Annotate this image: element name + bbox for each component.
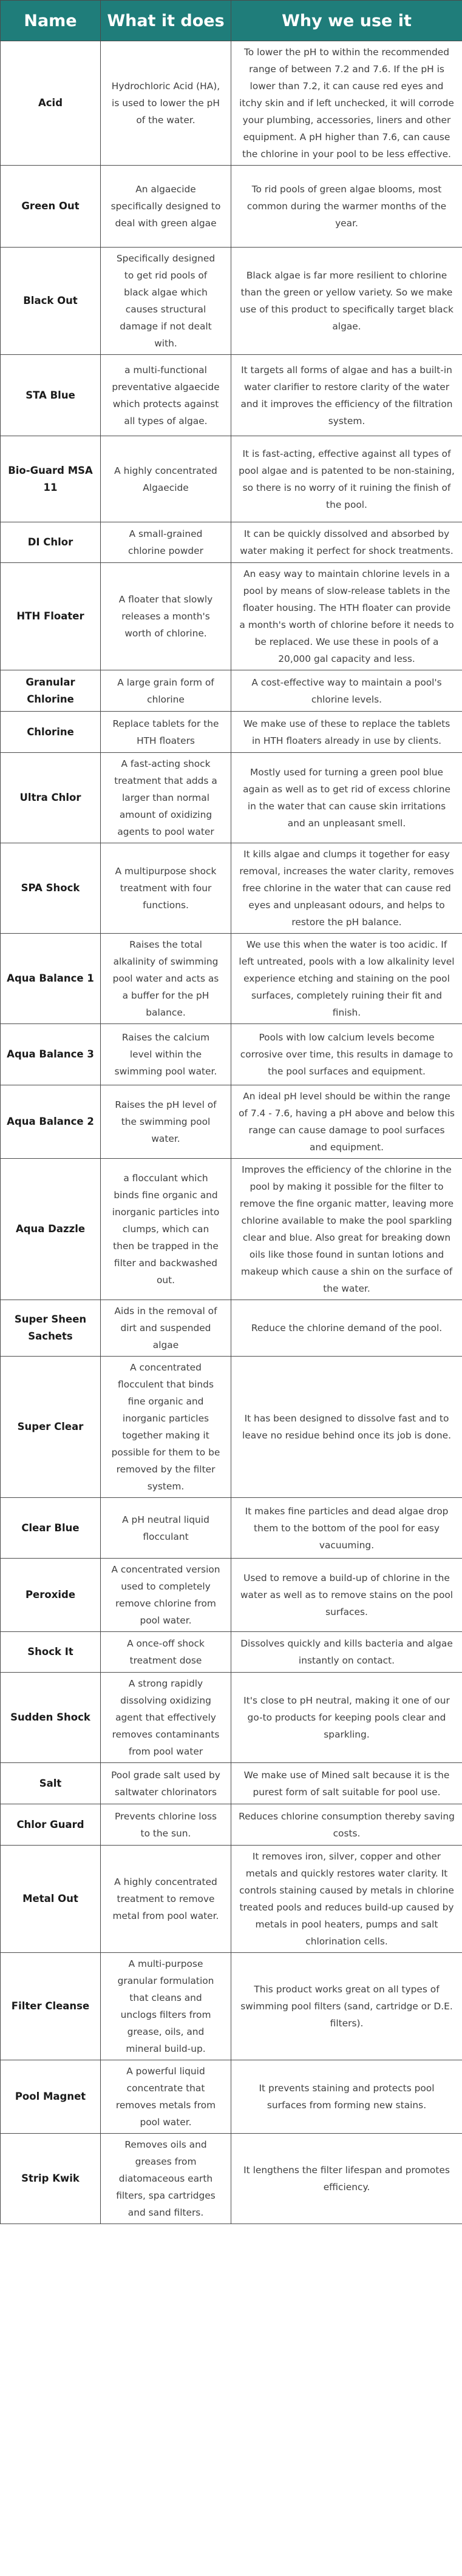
why-we-use-it-cell: Reduces chlorine consumption thereby saving costs.: [231, 1804, 462, 1846]
table-row: [1, 1159, 462, 1300]
table-row: [1, 843, 462, 934]
why-we-use-it-cell: We use this when the water is too acidic. If left untreated, pools with a low alkalinity level experience etching and staining on the pool surfaces, completely ruining their fit and finish.: [231, 934, 462, 1024]
product-name-cell: Chlorine: [1, 712, 101, 753]
table-row: [1, 522, 462, 563]
table-row: [1, 563, 462, 670]
what-it-does-cell: Specifically designed to get rid pools of black algae which causes structural damage if not dealt with.: [101, 248, 231, 355]
product-name-cell: Granular Chlorine: [1, 670, 101, 712]
table-row: [1, 1085, 462, 1159]
product-name-cell: Green Out: [1, 166, 101, 248]
why-we-use-it-cell: An easy way to maintain chlorine levels in a pool by means of slow-release tablets in the floater housing. The HTH floater can provide a month's worth of chlorine before it needs to be replaced. We use these in pools of a 20,000 gal capacity and less.: [231, 563, 462, 670]
what-it-does-cell: Pool grade salt used by saltwater chlorinators: [101, 1763, 231, 1804]
product-name-cell: Shock It: [1, 1632, 101, 1673]
table-row: [1, 670, 462, 712]
why-we-use-it-cell: To rid pools of green algae blooms, most common during the warmer months of the year.: [231, 166, 462, 248]
product-name-cell: Aqua Balance 1: [1, 934, 101, 1024]
header-name: Name: [1, 1, 101, 41]
why-we-use-it-cell: It lengthens the filter lifespan and promotes efficiency.: [231, 2134, 462, 2224]
why-we-use-it-cell: Pools with low calcium levels become corrosive over time, this results in damage to the pool surfaces and equipment.: [231, 1024, 462, 1085]
product-name-cell: Acid: [1, 41, 101, 166]
what-it-does-cell: Removes oils and greases from diatomaceous earth filters, spa cartridges and sand filters.: [101, 2134, 231, 2224]
what-it-does-cell: A multipurpose shock treatment with four functions.: [101, 843, 231, 934]
product-name-cell: HTH Floater: [1, 563, 101, 670]
what-it-does-cell: A highly concentrated Algaecide: [101, 436, 231, 522]
table-row: [1, 2134, 462, 2224]
what-it-does-cell: A pH neutral liquid flocculant: [101, 1498, 231, 1559]
product-name-cell: Filter Cleanse: [1, 1953, 101, 2060]
table-row: [1, 1804, 462, 1846]
why-we-use-it-cell: It kills algae and clumps it together for easy removal, increases the water clarity, removes free chlorine in the water that can cause red eyes and unpleasant odours, and helps to restore the pH balance.: [231, 843, 462, 934]
product-name-cell: Salt: [1, 1763, 101, 1804]
what-it-does-cell: A large grain form of chlorine: [101, 670, 231, 712]
what-it-does-cell: Prevents chlorine loss to the sun.: [101, 1804, 231, 1846]
what-it-does-cell: a multi-functional preventative algaecide which protects against all types of algae.: [101, 355, 231, 436]
what-it-does-cell: Replace tablets for the HTH floaters: [101, 712, 231, 753]
table-row: [1, 248, 462, 355]
table-row: [1, 2060, 462, 2134]
what-it-does-cell: A once-off shock treatment dose: [101, 1632, 231, 1673]
table-row: [1, 1024, 462, 1085]
what-it-does-cell: Hydrochloric Acid (HA), is used to lower the pH of the water.: [101, 41, 231, 166]
product-name-cell: Chlor Guard: [1, 1804, 101, 1846]
table-row: [1, 355, 462, 436]
table-row: [1, 753, 462, 843]
what-it-does-cell: A concentrated flocculent that binds fine organic and inorganic particles together making it possible for them to be removed by the filter system.: [101, 1357, 231, 1498]
table-row: [1, 166, 462, 248]
why-we-use-it-cell: This product works great on all types of swimming pool filters (sand, cartridge or D.E. filters).: [231, 1953, 462, 2060]
why-we-use-it-cell: We make use of Mined salt because it is the purest form of salt suitable for pool use.: [231, 1763, 462, 1804]
table-row: [1, 1357, 462, 1498]
why-we-use-it-cell: To lower the pH to within the recommended range of between 7.2 and 7.6. If the pH is lower than 7.2, it can cause red eyes and itchy skin and if left unchecked, it will corrode your plumbing, accessories, liners and other equipment. A pH higher than 7.6, can cause the chlorine in your pool to be less effective.: [231, 41, 462, 166]
table-row: [1, 1498, 462, 1559]
why-we-use-it-cell: It's close to pH neutral, making it one of our go-to products for keeping pools clear and sparkling.: [231, 1673, 462, 1763]
product-name-cell: Clear Blue: [1, 1498, 101, 1559]
table-row: [1, 436, 462, 522]
why-we-use-it-cell: Used to remove a build-up of chlorine in the water as well as to remove stains on the pool surfaces.: [231, 1559, 462, 1632]
why-we-use-it-cell: It is fast-acting, effective against all types of pool algae and is patented to be non-staining, so there is no worry of it ruining the finish of the pool.: [231, 436, 462, 522]
table-row: [1, 1763, 462, 1804]
product-name-cell: Ultra Chlor: [1, 753, 101, 843]
product-name-cell: Black Out: [1, 248, 101, 355]
why-we-use-it-cell: It makes fine particles and dead algae drop them to the bottom of the pool for easy vacuuming.: [231, 1498, 462, 1559]
why-we-use-it-cell: Mostly used for turning a green pool blue again as well as to get rid of excess chlorine in the water that can cause skin irritations and an unpleasant smell.: [231, 753, 462, 843]
product-name-cell: STA Blue: [1, 355, 101, 436]
why-we-use-it-cell: Dissolves quickly and kills bacteria and algae instantly on contact.: [231, 1632, 462, 1673]
what-it-does-cell: Raises the total alkalinity of swimming pool water and acts as a buffer for the pH balance.: [101, 934, 231, 1024]
product-name-cell: DI Chlor: [1, 522, 101, 563]
what-it-does-cell: A powerful liquid concentrate that removes metals from pool water.: [101, 2060, 231, 2134]
what-it-does-cell: Aids in the removal of dirt and suspended algae: [101, 1300, 231, 1357]
what-it-does-cell: Raises the calcium level within the swimming pool water.: [101, 1024, 231, 1085]
why-we-use-it-cell: Black algae is far more resilient to chlorine than the green or yellow variety. So we make use of this product to specifically target black algae.: [231, 248, 462, 355]
table-row: [1, 1846, 462, 1953]
why-we-use-it-cell: An ideal pH level should be within the range of 7.4 - 7.6, having a pH above and below this range can cause damage to pool surfaces and equipment.: [231, 1085, 462, 1159]
product-name-cell: Metal Out: [1, 1846, 101, 1953]
what-it-does-cell: A strong rapidly dissolving oxidizing agent that effectively removes contaminants from pool water: [101, 1673, 231, 1763]
table-body: [1, 41, 462, 2224]
what-it-does-cell: A floater that slowly releases a month's worth of chlorine.: [101, 563, 231, 670]
product-name-cell: Super Clear: [1, 1357, 101, 1498]
table-row: [1, 1632, 462, 1673]
product-name-cell: Pool Magnet: [1, 2060, 101, 2134]
why-we-use-it-cell: A cost-effective way to maintain a pool's chlorine levels.: [231, 670, 462, 712]
what-it-does-cell: A small-grained chlorine powder: [101, 522, 231, 563]
product-name-cell: Bio-Guard MSA 11: [1, 436, 101, 522]
table-row: [1, 1300, 462, 1357]
product-name-cell: Strip Kwik: [1, 2134, 101, 2224]
why-we-use-it-cell: We make use of these to replace the tablets in HTH floaters already in use by clients.: [231, 712, 462, 753]
table-header: [1, 1, 462, 41]
what-it-does-cell: a flocculant which binds fine organic and inorganic particles into clumps, which can then be trapped in the filter and backwashed out.: [101, 1159, 231, 1300]
table-row: [1, 41, 462, 166]
table-row: [1, 712, 462, 753]
what-it-does-cell: A multi-purpose granular formulation that cleans and unclogs filters from grease, oils, and mineral build-up.: [101, 1953, 231, 2060]
what-it-does-cell: A concentrated version used to completely remove chlorine from pool water.: [101, 1559, 231, 1632]
header-why-we-use-it: Why we use it: [231, 1, 462, 41]
why-we-use-it-cell: It can be quickly dissolved and absorbed by water making it perfect for shock treatments.: [231, 522, 462, 563]
product-name-cell: Peroxide: [1, 1559, 101, 1632]
product-name-cell: Super Sheen Sachets: [1, 1300, 101, 1357]
product-name-cell: Aqua Balance 2: [1, 1085, 101, 1159]
why-we-use-it-cell: It removes iron, silver, copper and other metals and quickly restores water clarity. It controls staining caused by metals in chlorine treated pools and reduces build-up caused by metals in pool heaters, pumps and salt chlorination cells.: [231, 1846, 462, 1953]
what-it-does-cell: An algaecide specifically designed to deal with green algae: [101, 166, 231, 248]
table-row: [1, 1673, 462, 1763]
product-name-cell: Aqua Dazzle: [1, 1159, 101, 1300]
what-it-does-cell: Raises the pH level of the swimming pool water.: [101, 1085, 231, 1159]
why-we-use-it-cell: It prevents staining and protects pool surfaces from forming new stains.: [231, 2060, 462, 2134]
header-what-it-does: What it does: [101, 1, 231, 41]
product-name-cell: Sudden Shock: [1, 1673, 101, 1763]
what-it-does-cell: A fast-acting shock treatment that adds a larger than normal amount of oxidizing agents to pool water: [101, 753, 231, 843]
table-row: [1, 934, 462, 1024]
header-row: [1, 1, 462, 41]
why-we-use-it-cell: Improves the efficiency of the chlorine in the pool by making it possible for the filter to remove the fine organic matter, leaving more chlorine available to make the pool sparkling clear and blue. Also great for breaking down oils like those found in suntan lotions and makeup which cause a shin on the surface of the water.: [231, 1159, 462, 1300]
product-name-cell: Aqua Balance 3: [1, 1024, 101, 1085]
table-row: [1, 1953, 462, 2060]
why-we-use-it-cell: It targets all forms of algae and has a built-in water clarifier to restore clarity of the water and it improves the efficiency of the filtration system.: [231, 355, 462, 436]
why-we-use-it-cell: It has been designed to dissolve fast and to leave no residue behind once its job is done.: [231, 1357, 462, 1498]
product-name-cell: SPA Shock: [1, 843, 101, 934]
table-row: [1, 1559, 462, 1632]
why-we-use-it-cell: Reduce the chlorine demand of the pool.: [231, 1300, 462, 1357]
what-it-does-cell: A highly concentrated treatment to remove metal from pool water.: [101, 1846, 231, 1953]
